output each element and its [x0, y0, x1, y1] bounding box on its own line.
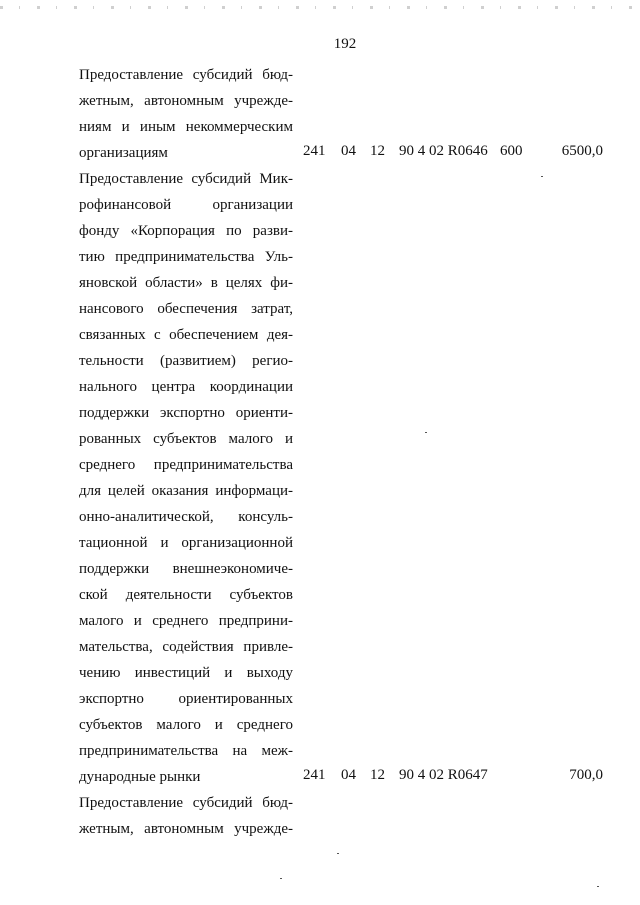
cell-pr: 12 — [370, 767, 385, 783]
description-line: мательства, содействия привле- — [79, 639, 293, 655]
cell-rz: 04 — [341, 143, 356, 159]
description-line: Предоставление субсидий Мик- — [79, 171, 293, 187]
description-line: тельности (развитием) регио- — [79, 353, 293, 369]
description-line: связанных с обеспечением дея- — [79, 327, 293, 343]
description-line: поддержки экспортно ориенти- — [79, 405, 293, 421]
description-line: тационной и организационной — [79, 535, 293, 551]
cell-rz: 04 — [341, 767, 356, 783]
page-number: 192 — [333, 36, 357, 52]
description-line: фонду «Корпорация по разви- — [79, 223, 293, 239]
description-line: жетным, автономным учрежде- — [79, 821, 293, 837]
row-description — [79, 790, 293, 842]
description-line: тию предпринимательства Уль- — [79, 249, 293, 265]
description-line: жетным, автономным учрежде- — [79, 93, 293, 109]
row-description — [79, 62, 293, 166]
description-line: яновской области» в целях фи- — [79, 275, 293, 291]
cell-sum: 700,0 — [569, 767, 603, 783]
description-line: ской деятельности субъектов — [79, 587, 293, 603]
description-line: нального центра координации — [79, 379, 293, 395]
description-line: среднего предпринимательства — [79, 457, 293, 473]
description-line: поддержки внешнеэкономиче- — [79, 561, 293, 577]
description-line: рованных субъектов малого и — [79, 431, 293, 447]
scan-speck — [425, 432, 427, 433]
description-line: малого и среднего предприни- — [79, 613, 293, 629]
cell-vr: 600 — [500, 143, 523, 159]
description-line: организациям — [79, 145, 168, 161]
row-description — [79, 166, 293, 790]
scan-speck — [541, 176, 543, 177]
cell-csr: 90 4 02 R0647 — [399, 767, 488, 783]
scan-speck — [597, 886, 599, 887]
description-line: Предоставление субсидий бюд- — [79, 795, 293, 811]
description-line: нансового обеспечения затрат, — [79, 301, 293, 317]
cell-pr: 12 — [370, 143, 385, 159]
cell-sum: 6500,0 — [561, 143, 603, 159]
description-line: экспортно ориентированных — [79, 691, 293, 707]
description-line: Предоставление субсидий бюд- — [79, 67, 293, 83]
description-line: для целей оказания информаци- — [79, 483, 293, 499]
scan-speck — [337, 853, 339, 854]
scan-speck — [280, 878, 282, 879]
scan-artifact-top — [0, 6, 640, 9]
cell-grbs: 241 — [303, 143, 326, 159]
cell-grbs: 241 — [303, 767, 326, 783]
description-line: онно-аналитической, консуль- — [79, 509, 293, 525]
description-line: предпринимательства на меж- — [79, 743, 293, 759]
description-line: рофинансовой организации — [79, 197, 293, 213]
cell-csr: 90 4 02 R0646 — [399, 143, 488, 159]
description-line: дународные рынки — [79, 769, 201, 785]
description-line: субъектов малого и среднего — [79, 717, 293, 733]
description-line: ниям и иным некоммерческим — [79, 119, 293, 135]
description-line: чению инвестиций и выходу — [79, 665, 293, 681]
